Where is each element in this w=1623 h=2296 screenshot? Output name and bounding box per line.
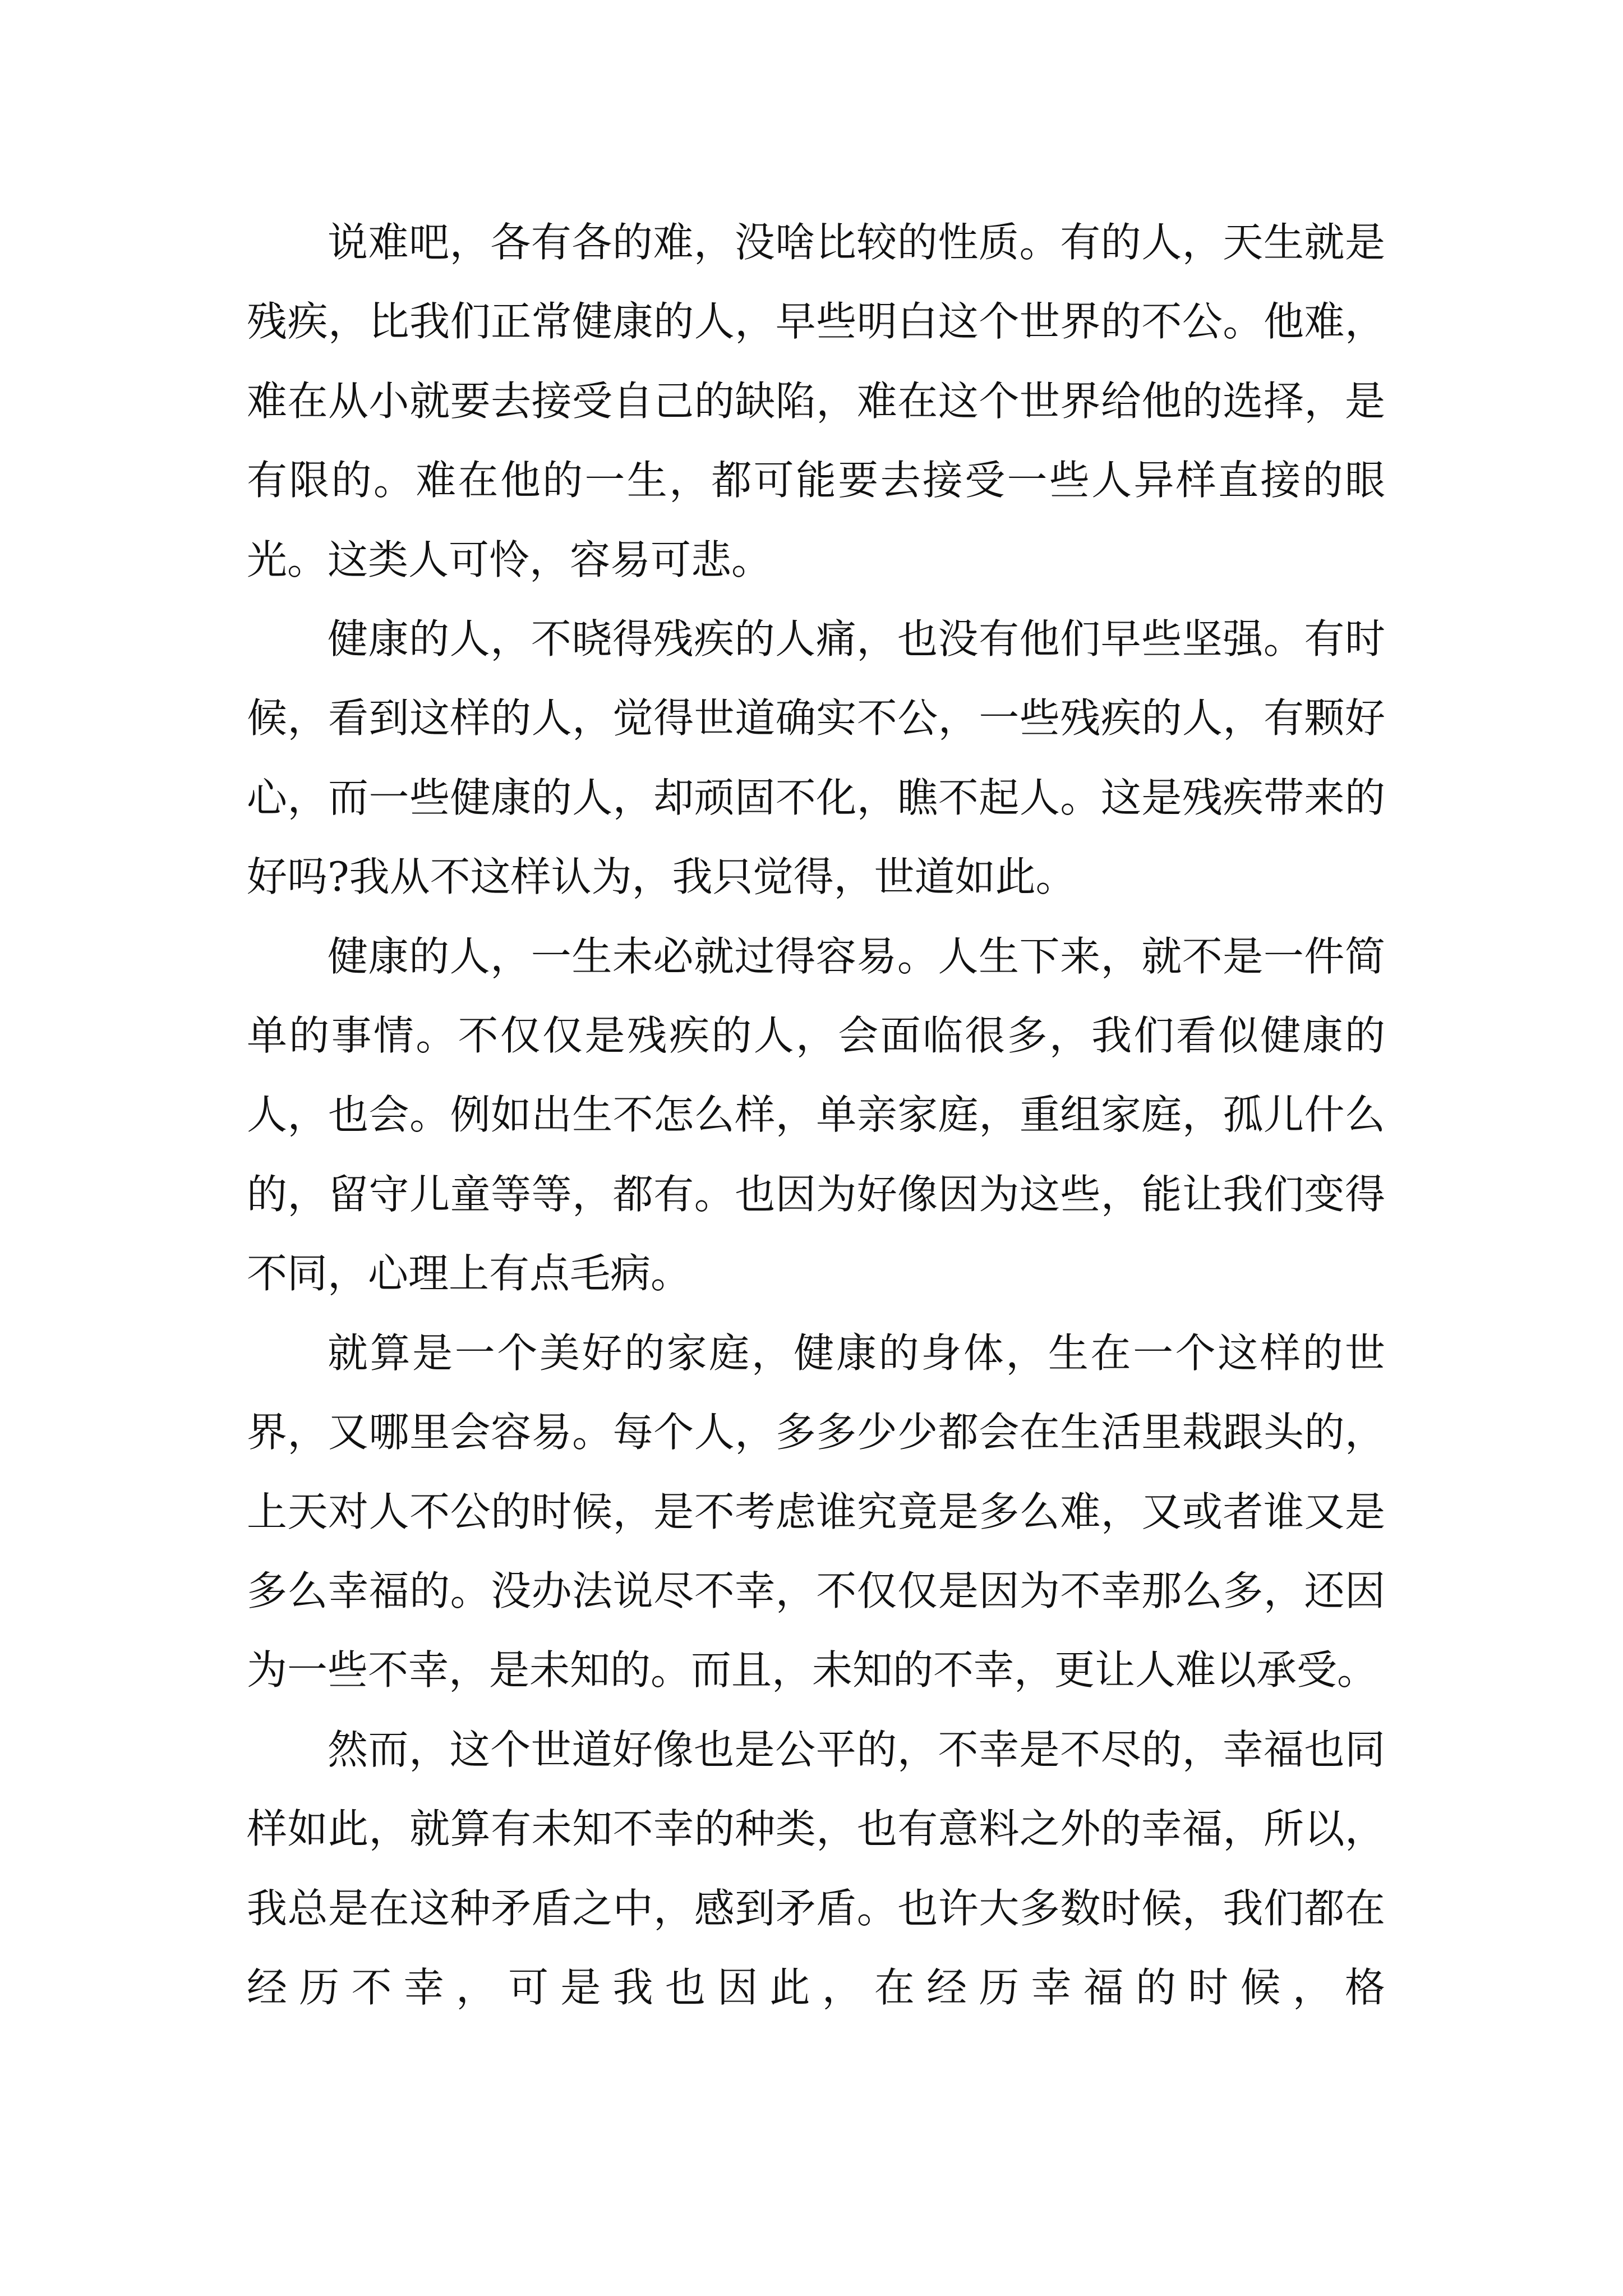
paragraph-1: 说难吧，各有各的难，没啥比较的性质。有的人，天生就是残疾，比我们正常健康的人，早些明白这个世界的不公。他难，难在从小就要去接受自己的缺陷，难在这个世界给他的选择，是有限的。难在他的一生，都可能要去接受一些人异样直接的眼光。这类人可怜，容易可悲。 <box>247 219 1385 583</box>
paragraph-5: 然而，这个世道好像也是公平的，不幸是不尽的，幸福也同样如此，就算有未知不幸的种类，也有意料之外的幸福，所以，我总是在这种矛盾之中，感到矛盾。也许大多数时候，我们都在经历不幸，可是我也因此，在经历幸福的时候，格 <box>247 1726 1385 2011</box>
body-text <box>247 203 1385 2027</box>
paragraph-2: 健康的人，不晓得残疾的人痛，也没有他们早些坚强。有时候，看到这样的人，觉得世道确实不公，一些残疾的人，有颗好心，而一些健康的人，却顽固不化，瞧不起人。这是残疾带来的好吗?我从不这样认为，我只觉得，世道如此。 <box>247 615 1385 901</box>
paragraph-4: 就算是一个美好的家庭，健康的身体，生在一个这样的世界，又哪里会容易。每个人，多多少少都会在生活里栽跟头的，上天对人不公的时候，是不考虑谁究竟是多么难，又或者谁又是多么幸福的。没办法说尽不幸，不仅仅是因为不幸那么多，还因为一些不幸，是未知的。而且，未知的不幸，更让人难以承受。 <box>247 1329 1385 1694</box>
paragraph-3: 健康的人，一生未必就过得容易。人生下来，就不是一件简单的事情。不仅仅是残疾的人，会面临很多，我们看似健康的人，也会。例如出生不怎么样，单亲家庭，重组家庭，孤儿什么的，留守儿童等等，都有。也因为好像因为这些，能让我们变得不同，心理上有点毛病。 <box>247 932 1385 1297</box>
